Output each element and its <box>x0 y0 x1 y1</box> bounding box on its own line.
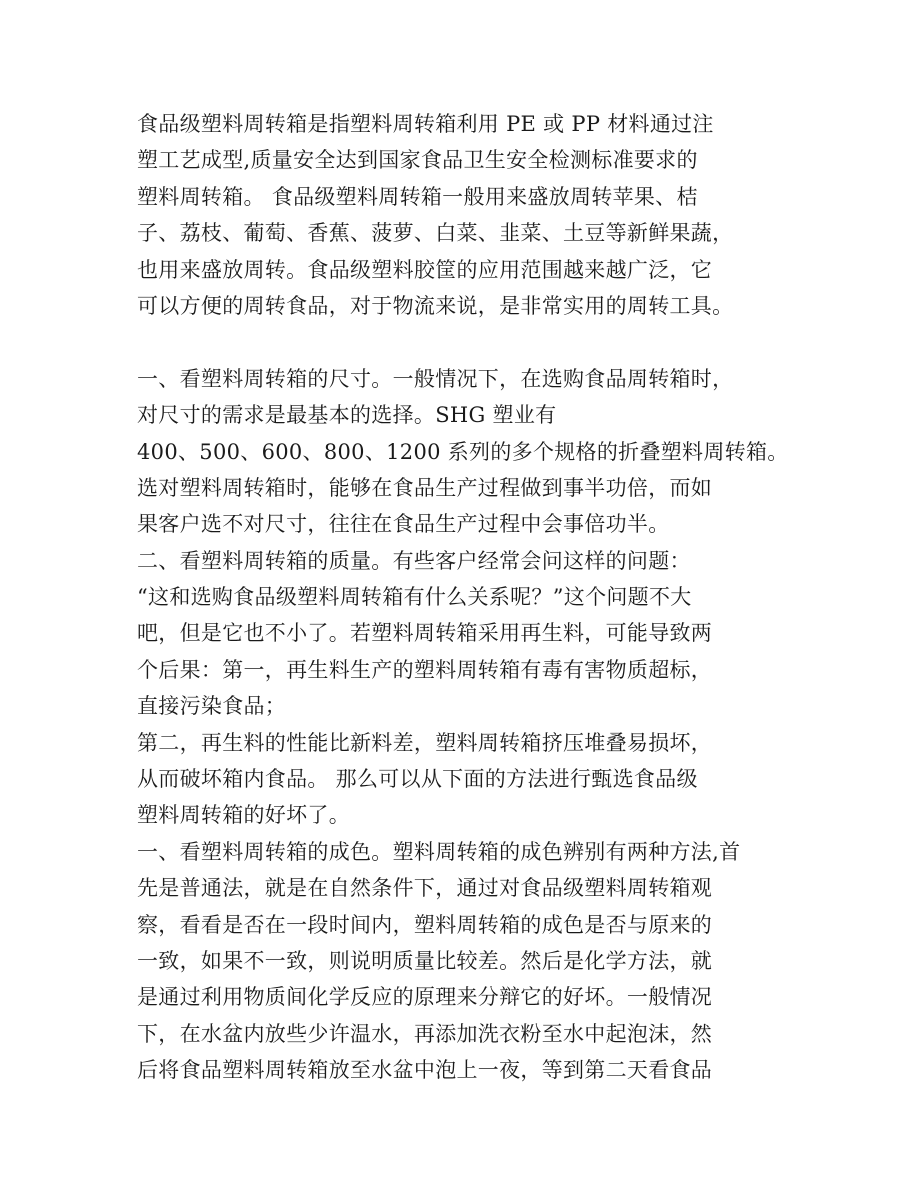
text-line: 子、荔枝、葡萄、香蕉、菠萝、白菜、韭菜、土豆等新鲜果蔬， <box>137 221 734 246</box>
text-line: 一、看塑料周转箱的尺寸。一般情况下，在选购食品周转箱时， <box>137 366 734 391</box>
text-line: 可以方便的周转食品，对于物流来说，是非常实用的周转工具。 <box>137 293 734 318</box>
text-line: 第二，再生料的性能比新料差，塑料周转箱挤压堆叠易损坏， <box>137 730 713 755</box>
text-line: 吧，但是它也不小了。若塑料周转箱采用再生料，可能导致两 <box>137 621 713 646</box>
text-line: 果客户选不对尺寸，往往在食品生产过程中会事倍功半。 <box>137 512 670 537</box>
text-line: 也用来盛放周转。食品级塑料胶筐的应用范围越来越广泛，它 <box>137 257 713 282</box>
text-line: 是通过利用物质间化学反应的原理来分辩它的好坏。一般情况 <box>137 985 713 1010</box>
text-line: 塑料周转箱。 食品级塑料周转箱一般用来盛放周转苹果、桔 <box>137 184 698 209</box>
text-line: 塑料周转箱的好坏了。 <box>137 803 350 828</box>
text-line: 直接污染食品； <box>137 694 287 719</box>
paragraph-gap <box>137 324 797 360</box>
text-line: 塑工艺成型,质量安全达到国家食品卫生安全检测标准要求的 <box>137 148 698 173</box>
text-line: 后将食品塑料周转箱放至水盆中泡上一夜，等到第二天看食品 <box>137 1058 713 1083</box>
text-line: 先是普通法，就是在自然条件下，通过对食品级塑料周转箱观 <box>137 876 713 901</box>
text-line: 食品级塑料周转箱是指塑料周转箱利用 PE 或 PP 材料通过注 <box>137 112 714 136</box>
text-line: 个后果：第一，再生料生产的塑料周转箱有毒有害物质超标， <box>137 657 713 682</box>
text-line: 从而破坏箱内食品。 那么可以从下面的方法进行甄选食品级 <box>137 767 698 792</box>
body-text <box>137 106 797 1089</box>
text-line: “这和选购食品级塑料周转箱有什么关系呢？”这个问题不大 <box>137 585 692 610</box>
text-line: 400、500、600、800、1200 系列的多个规格的折叠塑料周转箱。 <box>137 439 789 464</box>
text-line: 二、看塑料周转箱的质量。有些客户经常会问这样的问题： <box>137 548 691 573</box>
text-line: 一、看塑料周转箱的成色。塑料周转箱的成色辨别有两种方法,首 <box>137 839 741 864</box>
text-line: 下，在水盆内放些少许温水，再添加洗衣粉至水中起泡沫，然 <box>137 1021 713 1046</box>
text-line: 对尺寸的需求是最基本的选择。SHG 塑业有 <box>137 403 557 428</box>
text-line: 一致，如果不一致，则说明质量比较差。然后是化学方法，就 <box>137 948 713 973</box>
text-line: 选对塑料周转箱时，能够在食品生产过程做到事半功倍，而如 <box>137 475 713 500</box>
text-line: 察，看看是否在一段时间内，塑料周转箱的成色是否与原来的 <box>137 912 713 937</box>
